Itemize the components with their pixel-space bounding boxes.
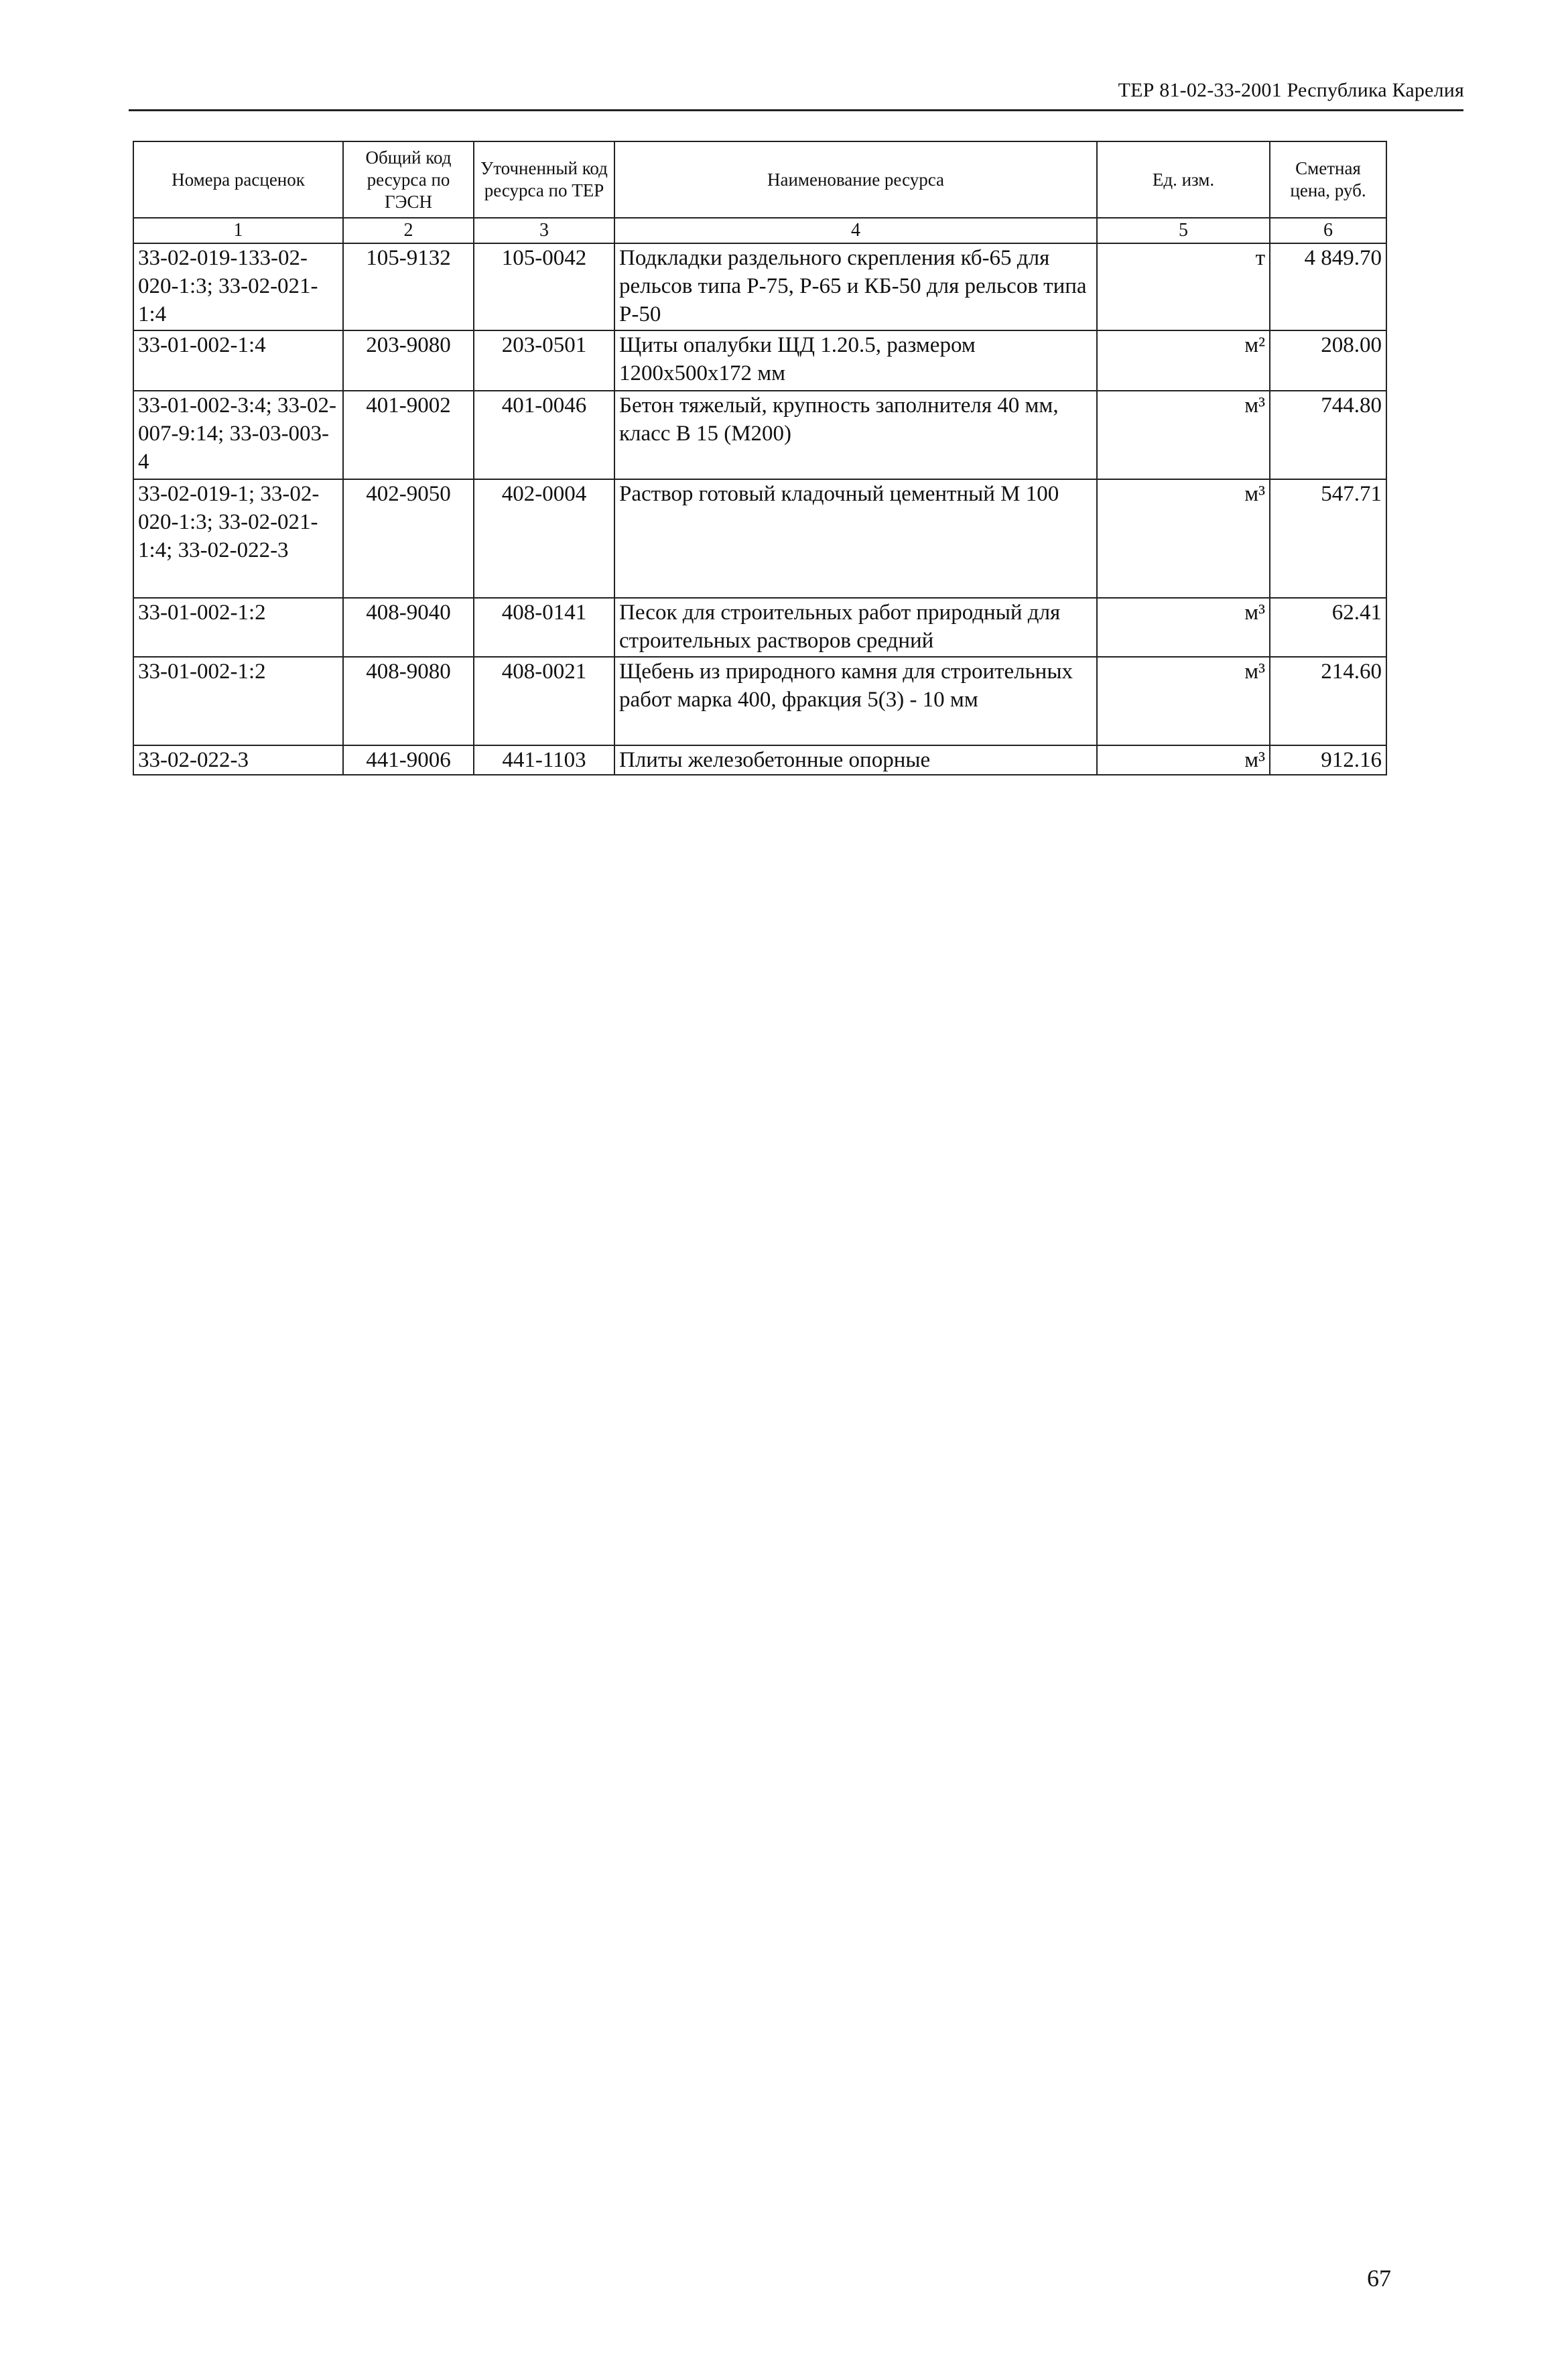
table-row xyxy=(133,391,1386,479)
column-number: 4 xyxy=(614,218,1097,243)
unit-cell: м³ xyxy=(1097,391,1270,479)
col-header-ter-code: Уточненный код ресурса по ТЕР xyxy=(474,141,614,218)
gesn-code-cell: 408-9040 xyxy=(343,598,474,657)
header-rule xyxy=(129,109,1463,111)
resource-name-cell: Щебень из природного камня для строительных работ марка 400, фракция 5(3) - 10 мм xyxy=(614,657,1097,745)
price-cell: 912.16 xyxy=(1270,745,1386,775)
document-header: ТЕР 81-02-33-2001 Республика Карелия xyxy=(1118,79,1464,101)
resource-name-cell: Плиты железобетонные опорные xyxy=(614,745,1097,775)
column-number: 5 xyxy=(1097,218,1270,243)
unit-cell: м² xyxy=(1097,330,1270,391)
unit-cell: м³ xyxy=(1097,745,1270,775)
resource-name-cell: Подкладки раздельного скрепления кб-65 для рельсов типа Р-75, Р-65 и КБ-50 для рельсов типа Р-50 xyxy=(614,243,1097,330)
table-row xyxy=(133,657,1386,745)
resource-name-cell: Бетон тяжелый, крупность заполнителя 40 мм, класс В 15 (М200) xyxy=(614,391,1097,479)
gesn-code-cell: 203-9080 xyxy=(343,330,474,391)
rate-codes-cell: 33-02-019-133-02-020-1:3; 33-02-021-1:4 xyxy=(133,243,343,330)
gesn-code-cell: 402-9050 xyxy=(343,479,474,598)
unit-cell: т xyxy=(1097,243,1270,330)
column-number-row xyxy=(133,218,1386,243)
ter-code-cell: 408-0021 xyxy=(474,657,614,745)
price-cell: 744.80 xyxy=(1270,391,1386,479)
price-cell: 4 849.70 xyxy=(1270,243,1386,330)
rate-codes-cell: 33-02-019-1; 33-02-020-1:3; 33-02-021-1:4; 33-02-022-3 xyxy=(133,479,343,598)
column-number: 3 xyxy=(474,218,614,243)
table-row xyxy=(133,745,1386,775)
col-header-unit: Ед. изм. xyxy=(1097,141,1270,218)
ter-code-cell: 401-0046 xyxy=(474,391,614,479)
page-number: 67 xyxy=(1367,2265,1391,2292)
price-cell: 547.71 xyxy=(1270,479,1386,598)
col-header-gesn-code: Общий код ресурса по ГЭСН xyxy=(343,141,474,218)
col-header-price: Сметная цена, руб. xyxy=(1270,141,1386,218)
resource-price-table xyxy=(133,141,1387,775)
table-row xyxy=(133,479,1386,598)
ter-code-cell: 402-0004 xyxy=(474,479,614,598)
col-header-codes: Номера расценок xyxy=(133,141,343,218)
rate-codes-cell: 33-02-022-3 xyxy=(133,745,343,775)
rate-codes-cell: 33-01-002-1:4 xyxy=(133,330,343,391)
price-cell: 208.00 xyxy=(1270,330,1386,391)
price-cell: 214.60 xyxy=(1270,657,1386,745)
ter-code-cell: 408-0141 xyxy=(474,598,614,657)
ter-code-cell: 105-0042 xyxy=(474,243,614,330)
unit-cell: м³ xyxy=(1097,657,1270,745)
rate-codes-cell: 33-01-002-1:2 xyxy=(133,598,343,657)
table-row xyxy=(133,243,1386,330)
ter-code-cell: 441-1103 xyxy=(474,745,614,775)
ter-code-cell: 203-0501 xyxy=(474,330,614,391)
col-header-resource-name: Наименование ресурса xyxy=(614,141,1097,218)
gesn-code-cell: 441-9006 xyxy=(343,745,474,775)
resource-name-cell: Песок для строительных работ природный для строительных растворов средний xyxy=(614,598,1097,657)
rate-codes-cell: 33-01-002-1:2 xyxy=(133,657,343,745)
table-row xyxy=(133,598,1386,657)
column-number: 1 xyxy=(133,218,343,243)
gesn-code-cell: 408-9080 xyxy=(343,657,474,745)
resource-name-cell: Раствор готовый кладочный цементный М 100 xyxy=(614,479,1097,598)
gesn-code-cell: 401-9002 xyxy=(343,391,474,479)
resource-name-cell: Щиты опалубки ЩД 1.20.5, размером 1200х500х172 мм xyxy=(614,330,1097,391)
unit-cell: м³ xyxy=(1097,598,1270,657)
rate-codes-cell: 33-01-002-3:4; 33-02-007-9:14; 33-03-003-4 xyxy=(133,391,343,479)
gesn-code-cell: 105-9132 xyxy=(343,243,474,330)
column-number: 6 xyxy=(1270,218,1386,243)
table-row xyxy=(133,330,1386,391)
column-number: 2 xyxy=(343,218,474,243)
unit-cell: м³ xyxy=(1097,479,1270,598)
price-cell: 62.41 xyxy=(1270,598,1386,657)
table-header-row xyxy=(133,141,1386,218)
